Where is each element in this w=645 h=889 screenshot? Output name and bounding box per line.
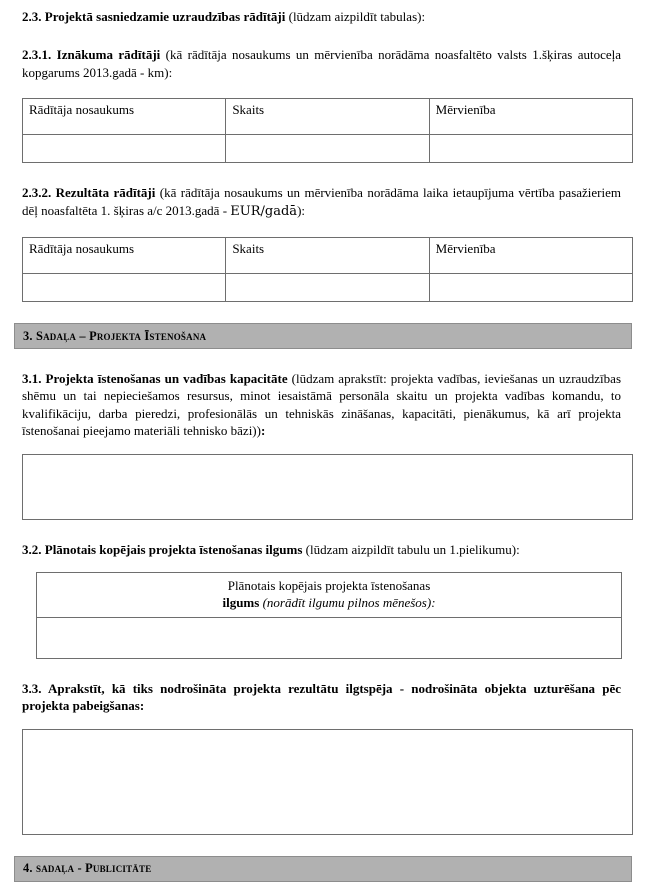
cell-radītāja-nosaukums[interactable]: [23, 274, 226, 302]
cell-radītāja-nosaukums[interactable]: [23, 135, 226, 163]
column-header-planotais-ilgums: [37, 573, 622, 618]
table-row: [23, 274, 633, 302]
heading-2-3-2-rest-b: ):: [297, 202, 306, 218]
gap-before-table-232: [14, 220, 631, 237]
section-header-3-number: 3.: [23, 328, 36, 343]
gap-before-box-33: [14, 715, 631, 729]
section-header-4-text: [23, 861, 151, 876]
table-planotais-ilgums: [36, 572, 622, 659]
gap-before-section-4: [14, 835, 631, 856]
heading-2-3-1: [14, 46, 631, 81]
column-header-skaits: Skaits: [226, 99, 429, 135]
answer-box-3-1[interactable]: [22, 454, 633, 520]
column-header-radītāja-nosaukums: Rādītāja nosaukums: [23, 99, 226, 135]
heading-2-3-rest: (lūdzam aizpildīt tabulas):: [285, 9, 426, 24]
heading-3-1-tail: :: [260, 423, 266, 439]
cell-mērvienība[interactable]: [429, 274, 632, 302]
column-header-mērvienība: Mērvienība: [429, 238, 632, 274]
heading-2-3-2: [14, 184, 631, 220]
heading-3-1: [14, 370, 631, 440]
heading-3-1-bold: 3.1. Projekta īstenošanas un vadības kapacitāte: [22, 371, 288, 387]
heading-2-3-2-rest-a: (kā rādītāja nosaukums un mērvienība norādāma laika ietaupījuma vērtība pasažieriem dēļ noasfaltēta 1. šķiras a/c 2013.gadā -: [22, 185, 621, 218]
gap-after-section-3: [14, 349, 631, 370]
heading-3-2: [14, 541, 631, 558]
cell-planotais-ilgums[interactable]: [37, 618, 622, 659]
top-spacer: [14, 0, 631, 8]
heading-3-3-bold: 3.3. Aprakstīt, kā tiks nodrošināta projekta rezultātu ilgtspēja - nodrošināta objekta uzturēšana pēc projekta pabeigšanas:: [22, 681, 621, 714]
gap-before-box-31: [14, 440, 631, 454]
table-row: [37, 618, 622, 659]
section-header-4-number: 4.: [23, 861, 36, 876]
column-header-radītāja-nosaukums: Rādītāja nosaukums: [23, 238, 226, 274]
heading-2-3: [14, 8, 631, 25]
gap-before-section-3: [14, 302, 631, 323]
column-header-mērvienība: Mērvienība: [429, 99, 632, 135]
heading-2-3-2-bold: 2.3.2. Rezultāta rādītāji: [22, 185, 156, 201]
heading-3-1-rest: (lūdzam aprakstīt: projekta vadības, ieviešanas un uzraudzības shēmu un tai nepieciešamos resursus, minot iesaistāmā personāla skaitu un projekta vadības komandu, to kvalifikāciju, darba pieredzi, profesionālās un tehniskās zināšanas, kapacitāti, pienākumus, kā arī projekta īstenošanai pieejamo materiāli tehnisko bāzi)): [22, 371, 621, 439]
table-rezultāta-radītāji: [22, 237, 633, 302]
cell-skaits[interactable]: [226, 135, 429, 163]
table-row: [23, 135, 633, 163]
cell-mērvienība[interactable]: [429, 135, 632, 163]
table-header-row: [37, 573, 622, 618]
column-header-line-2-italic: (norādīt ilgumu pilnos mēnešos):: [262, 595, 436, 611]
gap-after-2-3: [14, 25, 631, 46]
gap-after-table-231: [14, 163, 631, 184]
table-iznakuma-radītāji: [22, 98, 633, 163]
heading-3-2-bold: 3.2. Plānotais kopējais projekta īstenošanas ilgums: [22, 541, 303, 557]
answer-box-3-3[interactable]: [22, 729, 633, 835]
column-header-line-1: Plānotais kopējais projekta īstenošanas: [227, 578, 431, 594]
section-header-4-label: sadaļa - Publicitāte: [36, 861, 152, 876]
gap-before-table-32: [14, 558, 631, 572]
heading-2-3-1-rest: (kā rādītāja nosaukums un mērvienība norādāma noasfaltēto valsts 1.šķiras autoceļa kopgarums 2013.gadā - km):: [22, 47, 621, 80]
gap-after-box-31: [14, 520, 631, 541]
section-header-3-text: [23, 329, 206, 344]
heading-2-3-bold: 2.3. Projektā sasniedzamie uzraudzības rādītāji: [22, 9, 286, 24]
column-header-line-2-bold: ilgums: [222, 595, 263, 611]
section-header-3-label: Sadaļa – Projekta Īstenošana: [36, 328, 207, 343]
table-header-row: [23, 99, 633, 135]
heading-3-3: [14, 680, 631, 715]
gap-after-table-32: [14, 659, 631, 680]
heading-2-3-2-unit: EUR/gadā: [230, 203, 298, 219]
cell-skaits[interactable]: [226, 274, 429, 302]
heading-2-3-1-bold: 2.3.1. Iznākuma rādītāji: [22, 47, 161, 63]
section-header-3: [14, 323, 632, 349]
gap-before-table-231: [14, 81, 631, 98]
heading-3-2-rest: (lūdzam aizpildīt tabulu un 1.pielikumu):: [302, 541, 520, 557]
section-header-4: [14, 856, 632, 882]
column-header-skaits: Skaits: [226, 238, 429, 274]
table-header-row: [23, 238, 633, 274]
